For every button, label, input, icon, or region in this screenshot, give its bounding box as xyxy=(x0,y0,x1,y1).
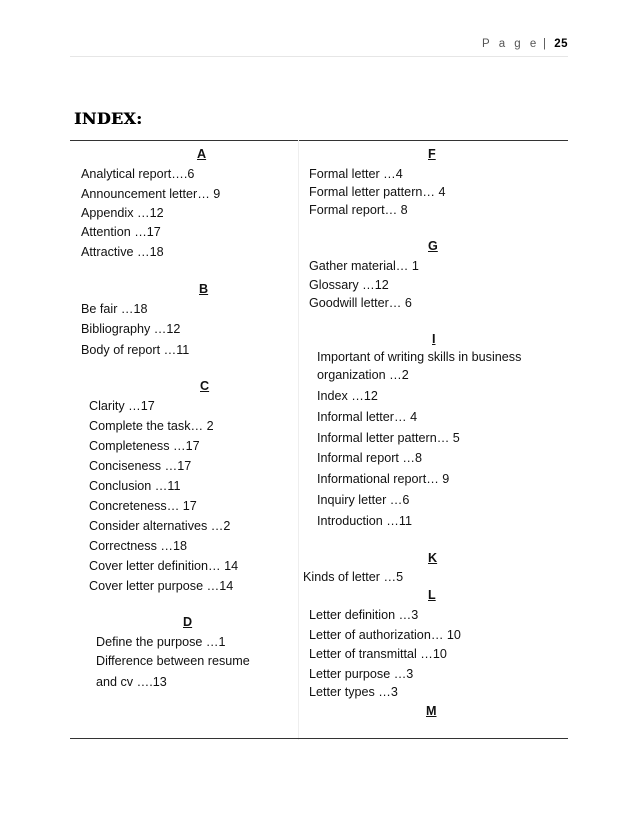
table-bottom-rule-right xyxy=(298,738,568,739)
index-entry: Conciseness …17 xyxy=(89,459,192,473)
index-entry: Correctness …18 xyxy=(89,539,187,553)
index-entry: Letter of authorization… 10 xyxy=(309,628,461,642)
index-entry: Kinds of letter …5 xyxy=(303,570,404,584)
index-entry: Formal letter pattern… 4 xyxy=(309,185,446,199)
table-bottom-rule-left xyxy=(70,738,298,739)
section-letter-b: B xyxy=(199,282,209,296)
index-entry: Informal report …8 xyxy=(317,451,422,465)
section-letter-l: L xyxy=(428,588,436,602)
section-letter-f: F xyxy=(428,147,436,161)
index-entry: Letter purpose …3 xyxy=(309,667,414,681)
index-entry: Gather material… 1 xyxy=(309,259,419,273)
index-entry: Completeness …17 xyxy=(89,439,200,453)
index-entry: Concreteness… 17 xyxy=(89,499,197,513)
section-letter-a: A xyxy=(197,147,207,161)
page-word: P a g e xyxy=(482,38,540,50)
index-entry: Glossary …12 xyxy=(309,278,389,292)
index-title: INDEX: xyxy=(74,109,143,128)
index-entry: Inquiry letter …6 xyxy=(317,493,410,507)
column-divider xyxy=(298,140,299,740)
index-entry: Cover letter definition… 14 xyxy=(89,559,239,573)
page-number: 25 xyxy=(554,38,568,50)
table-top-rule xyxy=(70,140,568,141)
index-entry: Announcement letter… 9 xyxy=(81,187,221,201)
index-entry: Letter definition …3 xyxy=(309,608,419,622)
section-letter-k: K xyxy=(428,551,438,565)
index-entry: Clarity …17 xyxy=(89,399,155,413)
index-entry: organization …2 xyxy=(317,368,409,382)
index-entry: Attention …17 xyxy=(81,225,161,239)
index-entry: Attractive …18 xyxy=(81,245,164,259)
page-header xyxy=(0,38,568,50)
index-entry: Important of writing skills in business xyxy=(317,350,522,364)
index-entry: Define the purpose …1 xyxy=(96,635,226,649)
section-letter-c: C xyxy=(200,379,210,393)
index-entry: Bibliography …12 xyxy=(81,322,181,336)
index-entry: Formal letter …4 xyxy=(309,167,403,181)
index-entry: and cv ….13 xyxy=(96,675,167,689)
index-entry: Informal letter pattern… 5 xyxy=(317,431,460,445)
section-letter-g: G xyxy=(428,239,438,253)
index-entry: Analytical report….6 xyxy=(81,167,195,181)
index-entry: Letter of transmittal …10 xyxy=(309,647,447,661)
index-entry: Informal letter… 4 xyxy=(317,410,418,424)
index-entry: Cover letter purpose …14 xyxy=(89,579,234,593)
section-letter-i: I xyxy=(432,332,436,346)
index-entry: Body of report …11 xyxy=(81,343,190,357)
header-rule xyxy=(70,56,568,57)
section-letter-m: M xyxy=(426,704,437,718)
index-entry: Letter types …3 xyxy=(309,685,398,699)
index-entry: Index …12 xyxy=(317,389,378,403)
index-entry: Formal report… 8 xyxy=(309,203,408,217)
index-entry: Complete the task… 2 xyxy=(89,419,214,433)
index-entry: Introduction …11 xyxy=(317,514,412,528)
index-entry: Informational report… 9 xyxy=(317,472,450,486)
index-entry: Goodwill letter… 6 xyxy=(309,296,412,310)
index-entry: Appendix …12 xyxy=(81,206,164,220)
index-entry: Difference between resume xyxy=(96,654,250,668)
index-entry: Conclusion …11 xyxy=(89,479,181,493)
section-letter-d: D xyxy=(183,615,193,629)
page-separator: | xyxy=(543,38,547,50)
index-entry: Be fair …18 xyxy=(81,302,148,316)
index-entry: Consider alternatives …2 xyxy=(89,519,231,533)
